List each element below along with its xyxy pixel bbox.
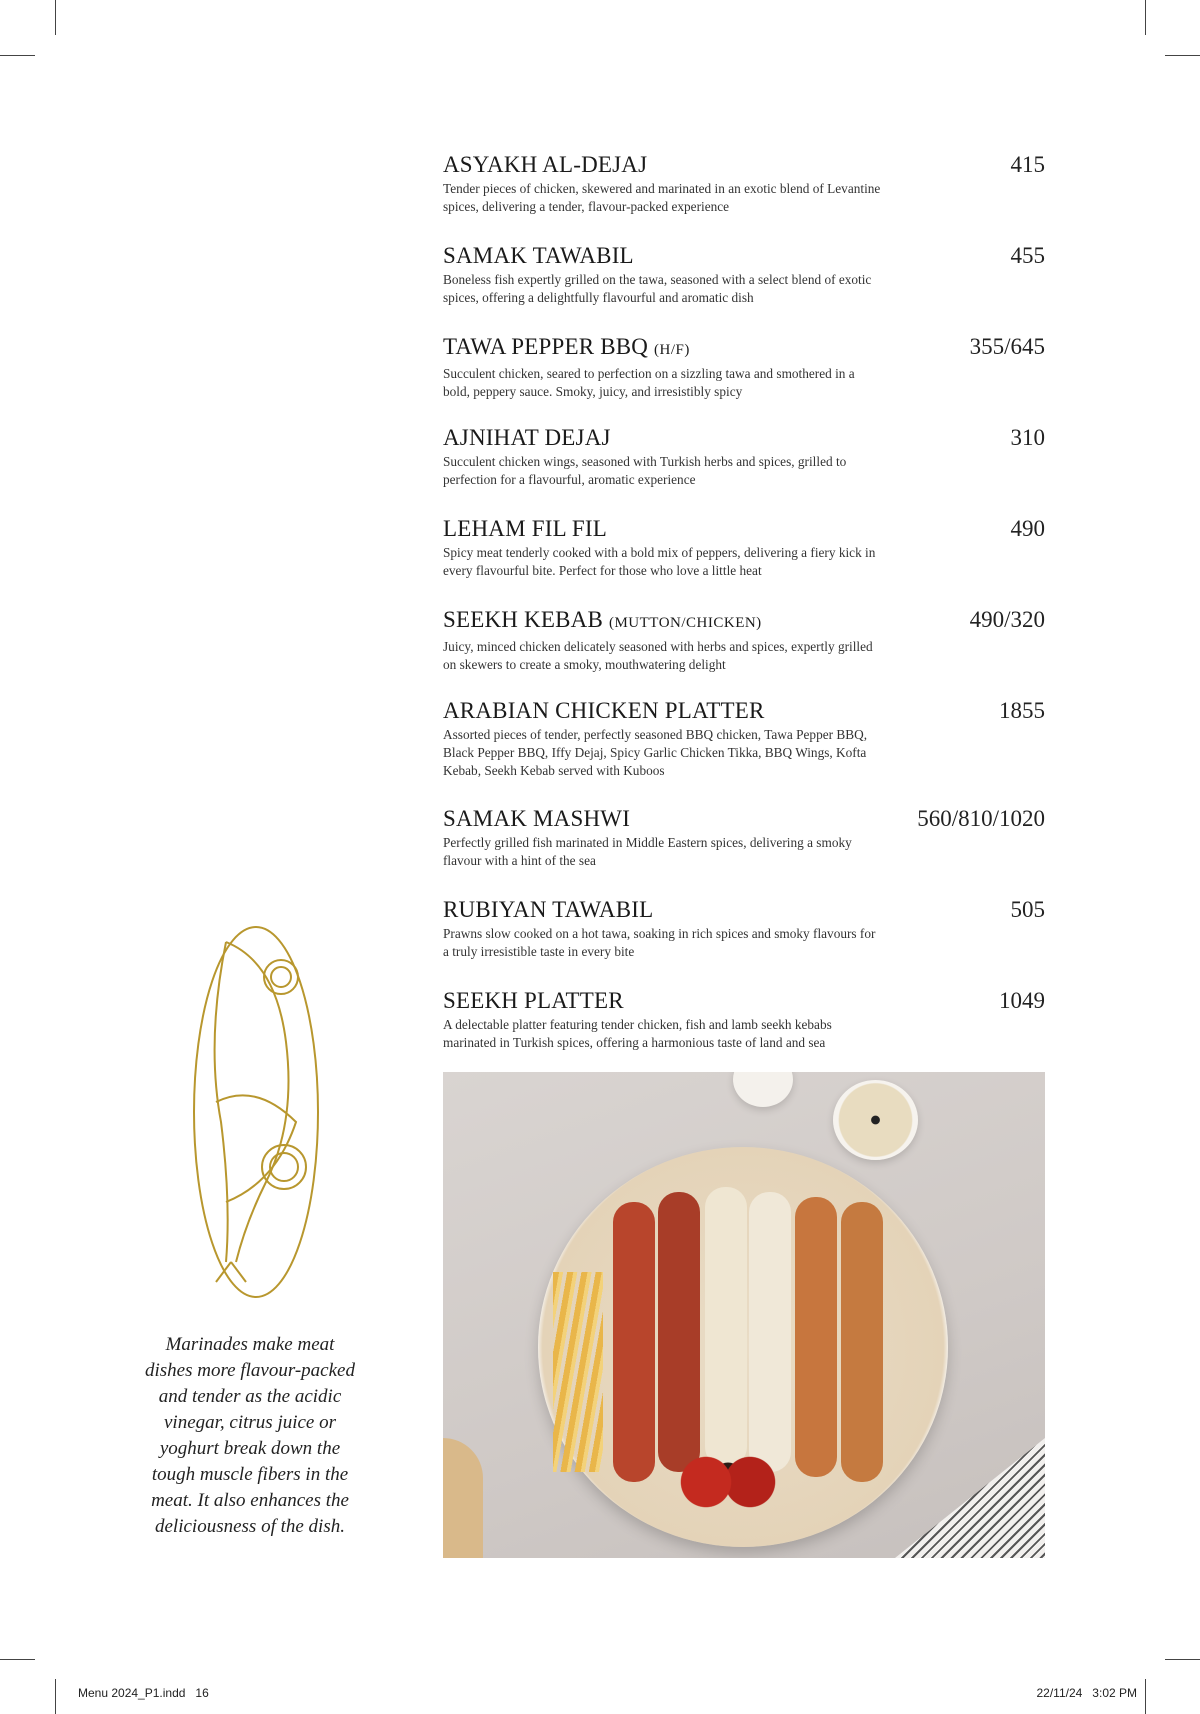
menu-item <box>443 241 1045 332</box>
item-title: AJNIHAT DEJAJ <box>443 425 611 450</box>
item-title: SEEKH KEBAB <box>443 607 604 632</box>
menu-list <box>443 150 1045 1077</box>
item-description: Assorted pieces of tender, perfectly seasoned BBQ chicken, Tawa Pepper BBQ, Black Pepper BBQ, Iffy Dejaj, Spicy Garlic Chicken Tikka, BBQ Wings, Kofta Kebab, Seekh Kebab served with Kuboos <box>443 727 868 778</box>
kebab-skewer <box>795 1197 837 1477</box>
item-price: 455 <box>1010 243 1045 268</box>
kebab-skewer <box>749 1192 791 1472</box>
marinade-quote: Marinades make meat dishes more flavour-packed and tender as the acidic vinegar, citrus juice or yoghurt break down the tough muscle fibers in the meat. It also enhances the deliciousness of the dish. <box>145 1334 355 1537</box>
item-name <box>443 332 1045 365</box>
menu-item <box>443 986 1045 1077</box>
menu-item <box>443 332 1045 423</box>
item-price: 490 <box>1010 516 1045 541</box>
item-price: 310 <box>1010 425 1045 450</box>
item-name <box>443 895 1045 925</box>
menu-item <box>443 423 1045 514</box>
item-title: TAWA PEPPER BBQ <box>443 334 649 359</box>
item-name <box>443 241 1045 271</box>
item-price: 355/645 <box>969 334 1045 359</box>
wooden-board <box>443 1438 483 1558</box>
item-description: Prawns slow cooked on a hot tawa, soaking in rich spices and smoky flavours for a truly irresistible taste in every bite <box>443 926 876 959</box>
item-price: 560/810/1020 <box>917 806 1045 831</box>
kebab-skewer <box>613 1202 655 1482</box>
menu-item <box>443 605 1045 696</box>
item-name <box>443 605 1045 638</box>
item-name <box>443 514 1045 544</box>
crop-mark <box>55 1679 56 1714</box>
item-price: 490/320 <box>969 607 1045 632</box>
item-title: ARABIAN CHICKEN PLATTER <box>443 698 765 723</box>
menu-item <box>443 804 1045 895</box>
item-note: (MUTTON/CHICKEN) <box>608 615 762 631</box>
grilled-peppers <box>673 1452 783 1512</box>
crop-mark <box>0 1659 35 1660</box>
item-description: Boneless fish expertly grilled on the tawa, seasoned with a select blend of exotic spices, offering a delightfully flavourful and aromatic dish <box>443 272 872 305</box>
item-description: Tender pieces of chicken, skewered and marinated in an exotic blend of Levantine spices, delivering a tender, flavour-packed experience <box>443 181 881 214</box>
menu-item <box>443 150 1045 241</box>
crop-mark <box>1165 1659 1200 1660</box>
footer-timestamp: 22/11/24 3:02 PM <box>1036 1686 1137 1700</box>
crop-mark <box>1145 0 1146 35</box>
item-price: 1049 <box>999 988 1045 1013</box>
item-title: SAMAK TAWABIL <box>443 243 634 268</box>
kebab-skewer <box>841 1202 883 1482</box>
item-name <box>443 986 1045 1016</box>
crop-mark <box>1165 55 1200 56</box>
item-title: RUBIYAN TAWABIL <box>443 897 654 922</box>
item-name <box>443 696 1045 726</box>
item-description: Juicy, minced chicken delicately seasoned with herbs and spices, expertly grilled on skewers to create a smoky, mouthwatering delight <box>443 639 873 672</box>
item-name <box>443 423 1045 453</box>
item-price: 1855 <box>999 698 1045 723</box>
item-title: SAMAK MASHWI <box>443 806 631 831</box>
menu-item <box>443 514 1045 605</box>
item-price: 415 <box>1010 152 1045 177</box>
item-description: Succulent chicken, seared to perfection on a sizzling tawa and smothered in a bold, peppery sauce. Smoky, juicy, and irresistibly spicy <box>443 366 855 399</box>
crop-mark <box>0 55 35 56</box>
menu-item <box>443 895 1045 986</box>
yoghurt-bowl <box>733 1072 793 1107</box>
item-title: ASYAKH AL-DEJAJ <box>443 152 648 177</box>
hummus-bowl <box>833 1080 918 1160</box>
item-description: Succulent chicken wings, seasoned with Turkish herbs and spices, grilled to perfection for a flavourful, aromatic experience <box>443 454 847 487</box>
item-title: LEHAM FIL FIL <box>443 516 608 541</box>
crop-mark <box>1145 1679 1146 1714</box>
item-description: A delectable platter featuring tender chicken, fish and lamb seekh kebabs marinated in Turkish spices, offering a harmonious taste of land and sea <box>443 1017 832 1050</box>
item-price: 505 <box>1010 897 1045 922</box>
crop-mark <box>55 0 56 35</box>
item-description: Spicy meat tenderly cooked with a bold mix of peppers, delivering a fiery kick in every flavourful bite. Perfect for those who love a little heat <box>443 545 876 578</box>
fish-illustration <box>186 922 330 1302</box>
striped-napkin <box>895 1438 1045 1558</box>
item-title: SEEKH PLATTER <box>443 988 624 1013</box>
fries <box>553 1272 603 1472</box>
item-note: (H/F) <box>654 342 690 358</box>
item-name <box>443 150 1045 180</box>
item-description: Perfectly grilled fish marinated in Middle Eastern spices, delivering a smoky flavour with a hint of the sea <box>443 835 852 868</box>
kebab-skewer <box>705 1187 747 1467</box>
menu-item <box>443 696 1045 804</box>
kebab-skewer <box>658 1192 700 1472</box>
footer-file: Menu 2024_P1.indd 16 <box>78 1686 209 1700</box>
seekh-platter-photo <box>443 1072 1045 1558</box>
